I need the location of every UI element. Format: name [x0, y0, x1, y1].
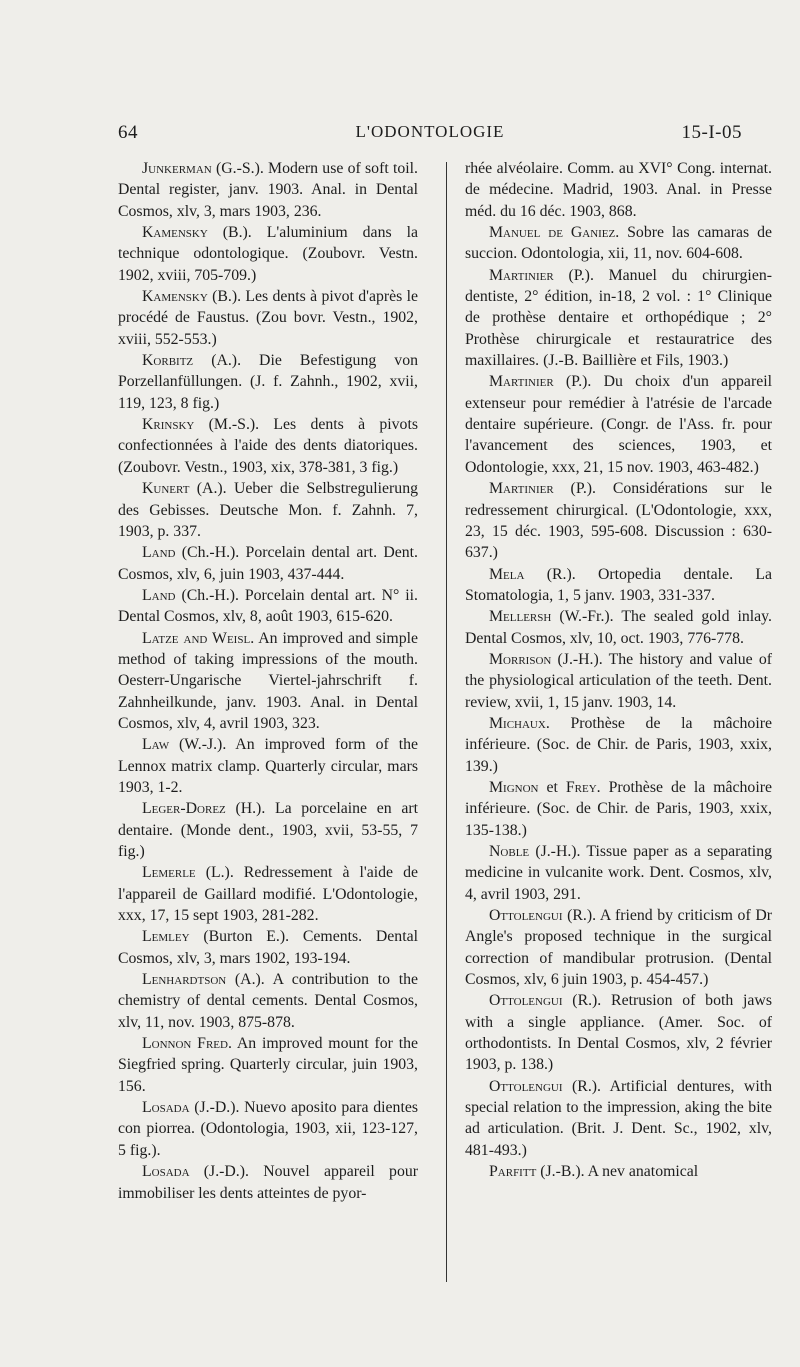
bibliography-entry [118, 862, 418, 926]
entry-text: (R.). Artificial dentures, with special relation to the impression, aking the bite ad articulation. (Brit. J. Dent. Sc., 1902, xlv, 481-493.) [465, 1077, 772, 1159]
entry-text: . An improved and simple method of taking impressions of the mouth. Oesterr-Ungarische Viertel-jahrschrift f. Zahnheilkunde, janv. 1903. Anal. in Dental Cosmos, xlv, 4, avril 1903, 323. [118, 629, 418, 732]
author-name: Krinsky [142, 416, 195, 434]
bibliography-entry [465, 990, 772, 1075]
author-name: Korbitz [142, 352, 194, 370]
author-name: Mignon [489, 778, 539, 796]
entry-text: . An improved mount for the Siegfried spring. Quarterly circular, juin 1903, 156. [118, 1035, 419, 1095]
running-title: L'ODONTOLOGIE [355, 122, 505, 141]
entry-text: (Burton E.). Cements. Dental Cosmos, xlv, 3, mars 1902, 193-194. [118, 928, 418, 967]
bibliography-entry [465, 478, 772, 563]
entry-text: (J.-B.). A nev anatomical [536, 1163, 699, 1181]
entry-text: (A.). A contribution to the chemistry of dental cements. Dental Cosmos, xlv, 11, nov. 1903, 875-878. [118, 971, 418, 1031]
bibliography-entry [118, 286, 418, 350]
author-name: Land [142, 586, 176, 604]
author-name: Junkerman [142, 160, 212, 177]
entry-text: . Prothèse de la mâchoire inférieure. (Soc. de Chir. de Paris, 1903, xxix, 135-138.) [465, 778, 772, 839]
entry-text: (R.). Ortopedia dentale. La Stomatologia, 1, 5 janv. 1903, 331-337. [465, 565, 772, 604]
entry-text: (M.-S.). Les dents à pivots confectionnées à l'aide des dents diatoriques. (Zoubovr. Vestn., 1903, xix, 378-381, 3 fig.) [118, 416, 418, 476]
bibliography-entry [465, 564, 772, 607]
entry-text: (H.). La porcelaine en art dentaire. (Monde dent., 1903, xvii, 53-55, 7 fig.) [118, 800, 418, 860]
author-name: Kamensky [142, 224, 208, 242]
entry-text: (P.). Manuel du chirurgien-dentiste, 2° édition, in-18, 2 vol. : 1° Clinique de prothèse dentaire et orthopédique ; 2° Prothèse chirurgicale et restauratrice des maxillaires. (J.-B. Baillière et Fils, 1903.) [465, 266, 772, 370]
author-name: Lemley [142, 928, 190, 946]
bibliography-entry [465, 222, 772, 265]
entry-text: . Sobre las camaras de succion. Odontologia, xii, 11, nov. 604-608. [465, 224, 772, 263]
bibliography-entry [465, 841, 772, 905]
author-name: Manuel de Ganiez [489, 224, 616, 242]
author-name: Kamensky [142, 288, 208, 306]
bibliography-entry [118, 734, 418, 798]
bibliography-entry [118, 542, 418, 585]
author-name: Mellersh [489, 608, 552, 626]
entry-text: (J.-H.). The history and value of the physiological articulation of the teeth. Dent. review, xvii, 1, 15 janv. 1903, 14. [465, 650, 772, 711]
author-name: Losada [142, 1163, 190, 1181]
bibliography-entry [465, 905, 772, 990]
bibliography-entry [118, 414, 418, 478]
bibliography-entry [465, 1161, 772, 1182]
entry-text: (R.). Retrusion of both jaws with a single appliance. (Amer. Soc. of orthodontists. In Dental Cosmos, xlv, 2 février 1903, p. 138.) [465, 992, 772, 1074]
bibliography-entry [465, 1076, 772, 1161]
bibliography-entry [465, 777, 772, 841]
bibliography-entry [118, 1161, 418, 1204]
page-header [118, 122, 742, 152]
bibliography-entry [118, 1033, 418, 1097]
bibliography-entry [118, 478, 418, 542]
entry-text: (A.). Die Befestigung von Porzellanfüllungen. (J. f. Zahnh., 1902, xvii, 119, 123, 8 fig.) [118, 352, 418, 412]
author-name: Law [142, 736, 170, 754]
author-name: Lenhardtson [142, 971, 227, 989]
author-name: Ottolengui [489, 1077, 563, 1095]
entry-text: (A.). Ueber die Selbstregulierung des Gebisses. Deutsche Mon. f. Zahnh. 7, 1903, p. 337. [118, 480, 418, 540]
entry-text: (P.). Du choix d'un appareil extenseur pour remédier à l'atrésie de l'arcade dentaire supérieure. (Congr. de l'Ass. fr. pour l'avancement des sciences, 1903, et Odontologie, xxx, 21, 15 nov. 1903, 463-482.) [465, 373, 772, 476]
author-name: Martinier [489, 373, 554, 391]
entry-text: . Prothèse de la mâchoire inférieure. (Soc. de Chir. de Paris, 1903, xxix, 139.) [465, 714, 772, 775]
page-number: 64 [118, 122, 138, 143]
author-name: Land [142, 544, 176, 562]
author-name: Martinier [489, 480, 554, 498]
entry-text: (J.-H.). Tissue paper as a separating medicine in vulcanite work. Dent. Cosmos, xlv, 4, avril 1903, 291. [465, 843, 772, 903]
bibliography-entry [118, 350, 418, 414]
bibliography-entry [465, 649, 772, 713]
author-name: Morrison [489, 650, 552, 668]
author-name: Lemerle [142, 864, 196, 882]
entry-text: (R.). A friend by criticism of Dr Angle's proposed technique in the surgical correction of mandibular protrusion. (Dental Cosmos, xlv, 6 juin 1903, p. 454-457.) [465, 907, 772, 989]
author-name: Ottolengui [489, 992, 563, 1010]
bibliography-entry [118, 158, 418, 222]
entry-text: et [538, 778, 566, 796]
author-name: Lonnon Fred [142, 1035, 228, 1053]
left-column [118, 158, 418, 1204]
column-divider [446, 162, 447, 1282]
bibliography-entry [465, 606, 772, 649]
author-name: Mela [489, 565, 525, 583]
entry-text: (B.). L'aluminium dans la technique odontologique. (Zoubovr. Vestn. 1902, xviii, 705-709.) [118, 224, 418, 284]
author-name: Kunert [142, 480, 190, 498]
entry-text: (J.-D.). Nouvel appareil pour immobiliser les dents atteintes de pyor- [118, 1163, 418, 1202]
bibliography-entry [465, 158, 772, 222]
entry-text: (Ch.-H.). Porcelain dental art. N° ii. Dental Cosmos, xlv, 8, août 1903, 615-620. [118, 586, 418, 626]
bibliography-entry [465, 265, 772, 372]
author-name: Michaux [489, 714, 546, 732]
bibliography-entry [118, 222, 418, 286]
bibliography-entry [118, 1097, 418, 1161]
bibliography-entry [118, 798, 418, 862]
bibliography-entry [465, 371, 772, 478]
author-name: Ottolengui [489, 907, 563, 925]
author-name: Latze and Weisl [142, 629, 251, 647]
author-name: Losada [142, 1099, 190, 1117]
entry-text: (L.). Redressement à l'aide de l'appareil de Gaillard modifié. L'Odontologie, xxx, 17, 15 sept 1903, 281-282. [118, 864, 418, 925]
bibliography-entry [118, 969, 418, 1033]
right-column [465, 158, 772, 1183]
entry-text: (B.). Les dents à pivot d'après le procédé de Faustus. (Zou bovr. Vestn., 1902, xviii, 552-553.) [118, 288, 418, 348]
author-name: Noble [489, 843, 530, 860]
entry-text: rhée alvéolaire. Comm. au XVI° Cong. internat. de médecine. Madrid, 1903. Anal. in Presse méd. du 16 déc. 1903, 868. [465, 160, 772, 220]
entry-text: (J.-D.). Nuevo aposito para dientes con piorrea. (Odontologia, 1903, xii, 123-127, 5 fig.). [118, 1099, 418, 1159]
entry-text: (Ch.-H.). Porcelain dental art. Dent. Cosmos, xlv, 6, juin 1903, 437-444. [118, 544, 418, 583]
author-name: Parfitt [489, 1163, 537, 1181]
issue-date: 15-I-05 [681, 122, 742, 143]
bibliography-entry [118, 926, 418, 969]
bibliography-entry [465, 713, 772, 777]
author-name: Martinier [489, 266, 554, 284]
author-name: Frey [565, 778, 597, 796]
entry-text: (W.-J.). An improved form of the Lennox matrix clamp. Quarterly circular, mars 1903, 1-2. [118, 736, 418, 796]
entry-text: (P.). Considérations sur le redressement chirurgical. (L'Odontologie, xxx, 23, 15 déc. 1903, 595-608. Discussion : 630-637.) [465, 480, 772, 562]
bibliography-entry [118, 628, 418, 735]
bibliography-entry [118, 585, 418, 628]
author-name: Leger-Dorez [142, 800, 226, 818]
entry-text: (W.-Fr.). The sealed gold inlay. Dental Cosmos, xlv, 10, oct. 1903, 776-778. [465, 608, 772, 647]
entry-text: (G.-S.). Modern use of soft toil. Dental register, janv. 1903. Anal. in Dental Cosmos, xlv, 3, mars 1903, 236. [118, 160, 418, 220]
